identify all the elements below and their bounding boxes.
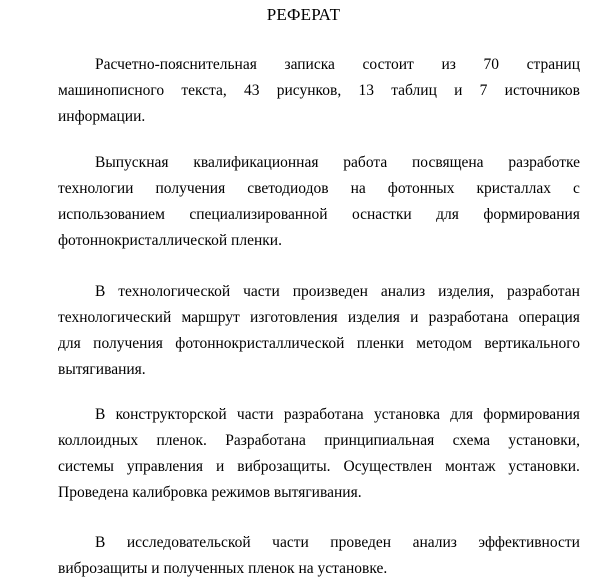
paragraph-line: информации. (58, 108, 146, 125)
paragraph-line (58, 402, 580, 428)
word: фотонных (387, 180, 455, 197)
word: 43 (244, 82, 260, 99)
word: эффективности (478, 534, 580, 551)
word: 70 (483, 56, 500, 73)
word: квалификационная (193, 154, 319, 171)
word: формирования (483, 406, 580, 423)
word: 13 (358, 82, 374, 99)
word: для (58, 335, 81, 352)
word: пленки (356, 335, 404, 352)
word: Осуществлен (343, 458, 433, 475)
word: технологической (118, 283, 231, 300)
word: монтаж (445, 458, 496, 475)
word: анализ (380, 283, 426, 300)
word: состоит (362, 56, 414, 73)
word: посвящена (412, 154, 484, 171)
paragraph-line (58, 52, 580, 78)
word: виброзащиты. (237, 458, 331, 475)
paragraph-line: фотоннокристаллической пленки. (58, 232, 282, 249)
word: части (236, 406, 274, 423)
word: и (410, 309, 419, 326)
word: пленок. (156, 432, 207, 449)
word: технологии (58, 180, 134, 197)
word: изготовления (249, 309, 338, 326)
word: системы (58, 458, 114, 475)
word: кристаллах (476, 180, 552, 197)
word: использованием (58, 206, 165, 223)
paragraph-line (58, 78, 580, 104)
word: фотоннокристаллической (175, 335, 345, 352)
paragraph-line (58, 176, 580, 202)
paragraph-2 (58, 150, 580, 254)
word: получения (155, 180, 226, 197)
word: установка (373, 406, 440, 423)
word: изделия, (438, 283, 495, 300)
word: для (450, 406, 473, 423)
word: страниц (526, 56, 580, 73)
paragraph-line (58, 530, 580, 556)
word: 7 (479, 82, 488, 99)
paragraph-5 (58, 530, 580, 582)
word: разработке (508, 154, 580, 171)
word: с (573, 180, 580, 197)
word: анализ (412, 534, 457, 551)
paragraph-line (58, 428, 580, 454)
word: В (95, 283, 106, 300)
paragraph-line: Проведена калибровка режимов вытягивания. (58, 484, 362, 501)
paragraph-4 (58, 402, 580, 506)
word: проведен (330, 534, 392, 551)
word: и (454, 82, 463, 99)
word: изделия (347, 309, 400, 326)
paragraph-line (58, 202, 580, 228)
word: формирования (483, 206, 580, 223)
word: В (95, 534, 106, 551)
word: специализированной (189, 206, 328, 223)
paragraph-1 (58, 52, 580, 130)
word: разработан (506, 283, 580, 300)
paragraph-line: вытягивания. (58, 361, 146, 378)
word: части (243, 283, 280, 300)
word: работа (343, 154, 388, 171)
paragraph-line (58, 305, 580, 331)
word: для (436, 206, 459, 223)
document-title: РЕФЕРАТ (266, 5, 341, 24)
word: маршрут (181, 309, 240, 326)
word: схема (452, 432, 491, 449)
word: машинописного (58, 82, 165, 99)
paragraph-line (58, 331, 580, 357)
word: вертикального (484, 335, 580, 352)
word: конструкторской (115, 406, 227, 423)
word: установки, (508, 432, 580, 449)
word: таблиц (391, 82, 437, 99)
paragraph-line (58, 279, 580, 305)
word: оснастки (352, 206, 412, 223)
word: принципиальная (324, 432, 435, 449)
word: произведен (292, 283, 368, 300)
word: исследовательской (126, 534, 251, 551)
word: на (350, 180, 366, 197)
word: коллоидных (58, 432, 139, 449)
word: части (272, 534, 309, 551)
word: разработана (283, 406, 364, 423)
word: и (216, 458, 225, 475)
word: разработана (428, 309, 509, 326)
paragraph-line (58, 454, 580, 480)
word: текста, (181, 82, 227, 99)
word: светодиодов (247, 180, 329, 197)
paragraph-3 (58, 279, 580, 383)
word: операция (518, 309, 580, 326)
paragraph-line: виброзащиты и полученных пленок на установке. (58, 560, 388, 577)
word: Расчетно-пояснительная (95, 56, 257, 73)
word: методом (416, 335, 472, 352)
word: рисунков, (276, 82, 342, 99)
word: В (95, 406, 106, 423)
word: из (441, 56, 456, 73)
word: Разработана (225, 432, 306, 449)
word: установки. (508, 458, 580, 475)
word: технологический (58, 309, 172, 326)
word: Выпускная (95, 154, 169, 171)
word: управления (126, 458, 204, 475)
paragraph-line (58, 150, 580, 176)
word: источников (504, 82, 580, 99)
word: получения (93, 335, 163, 352)
word: записка (284, 56, 335, 73)
